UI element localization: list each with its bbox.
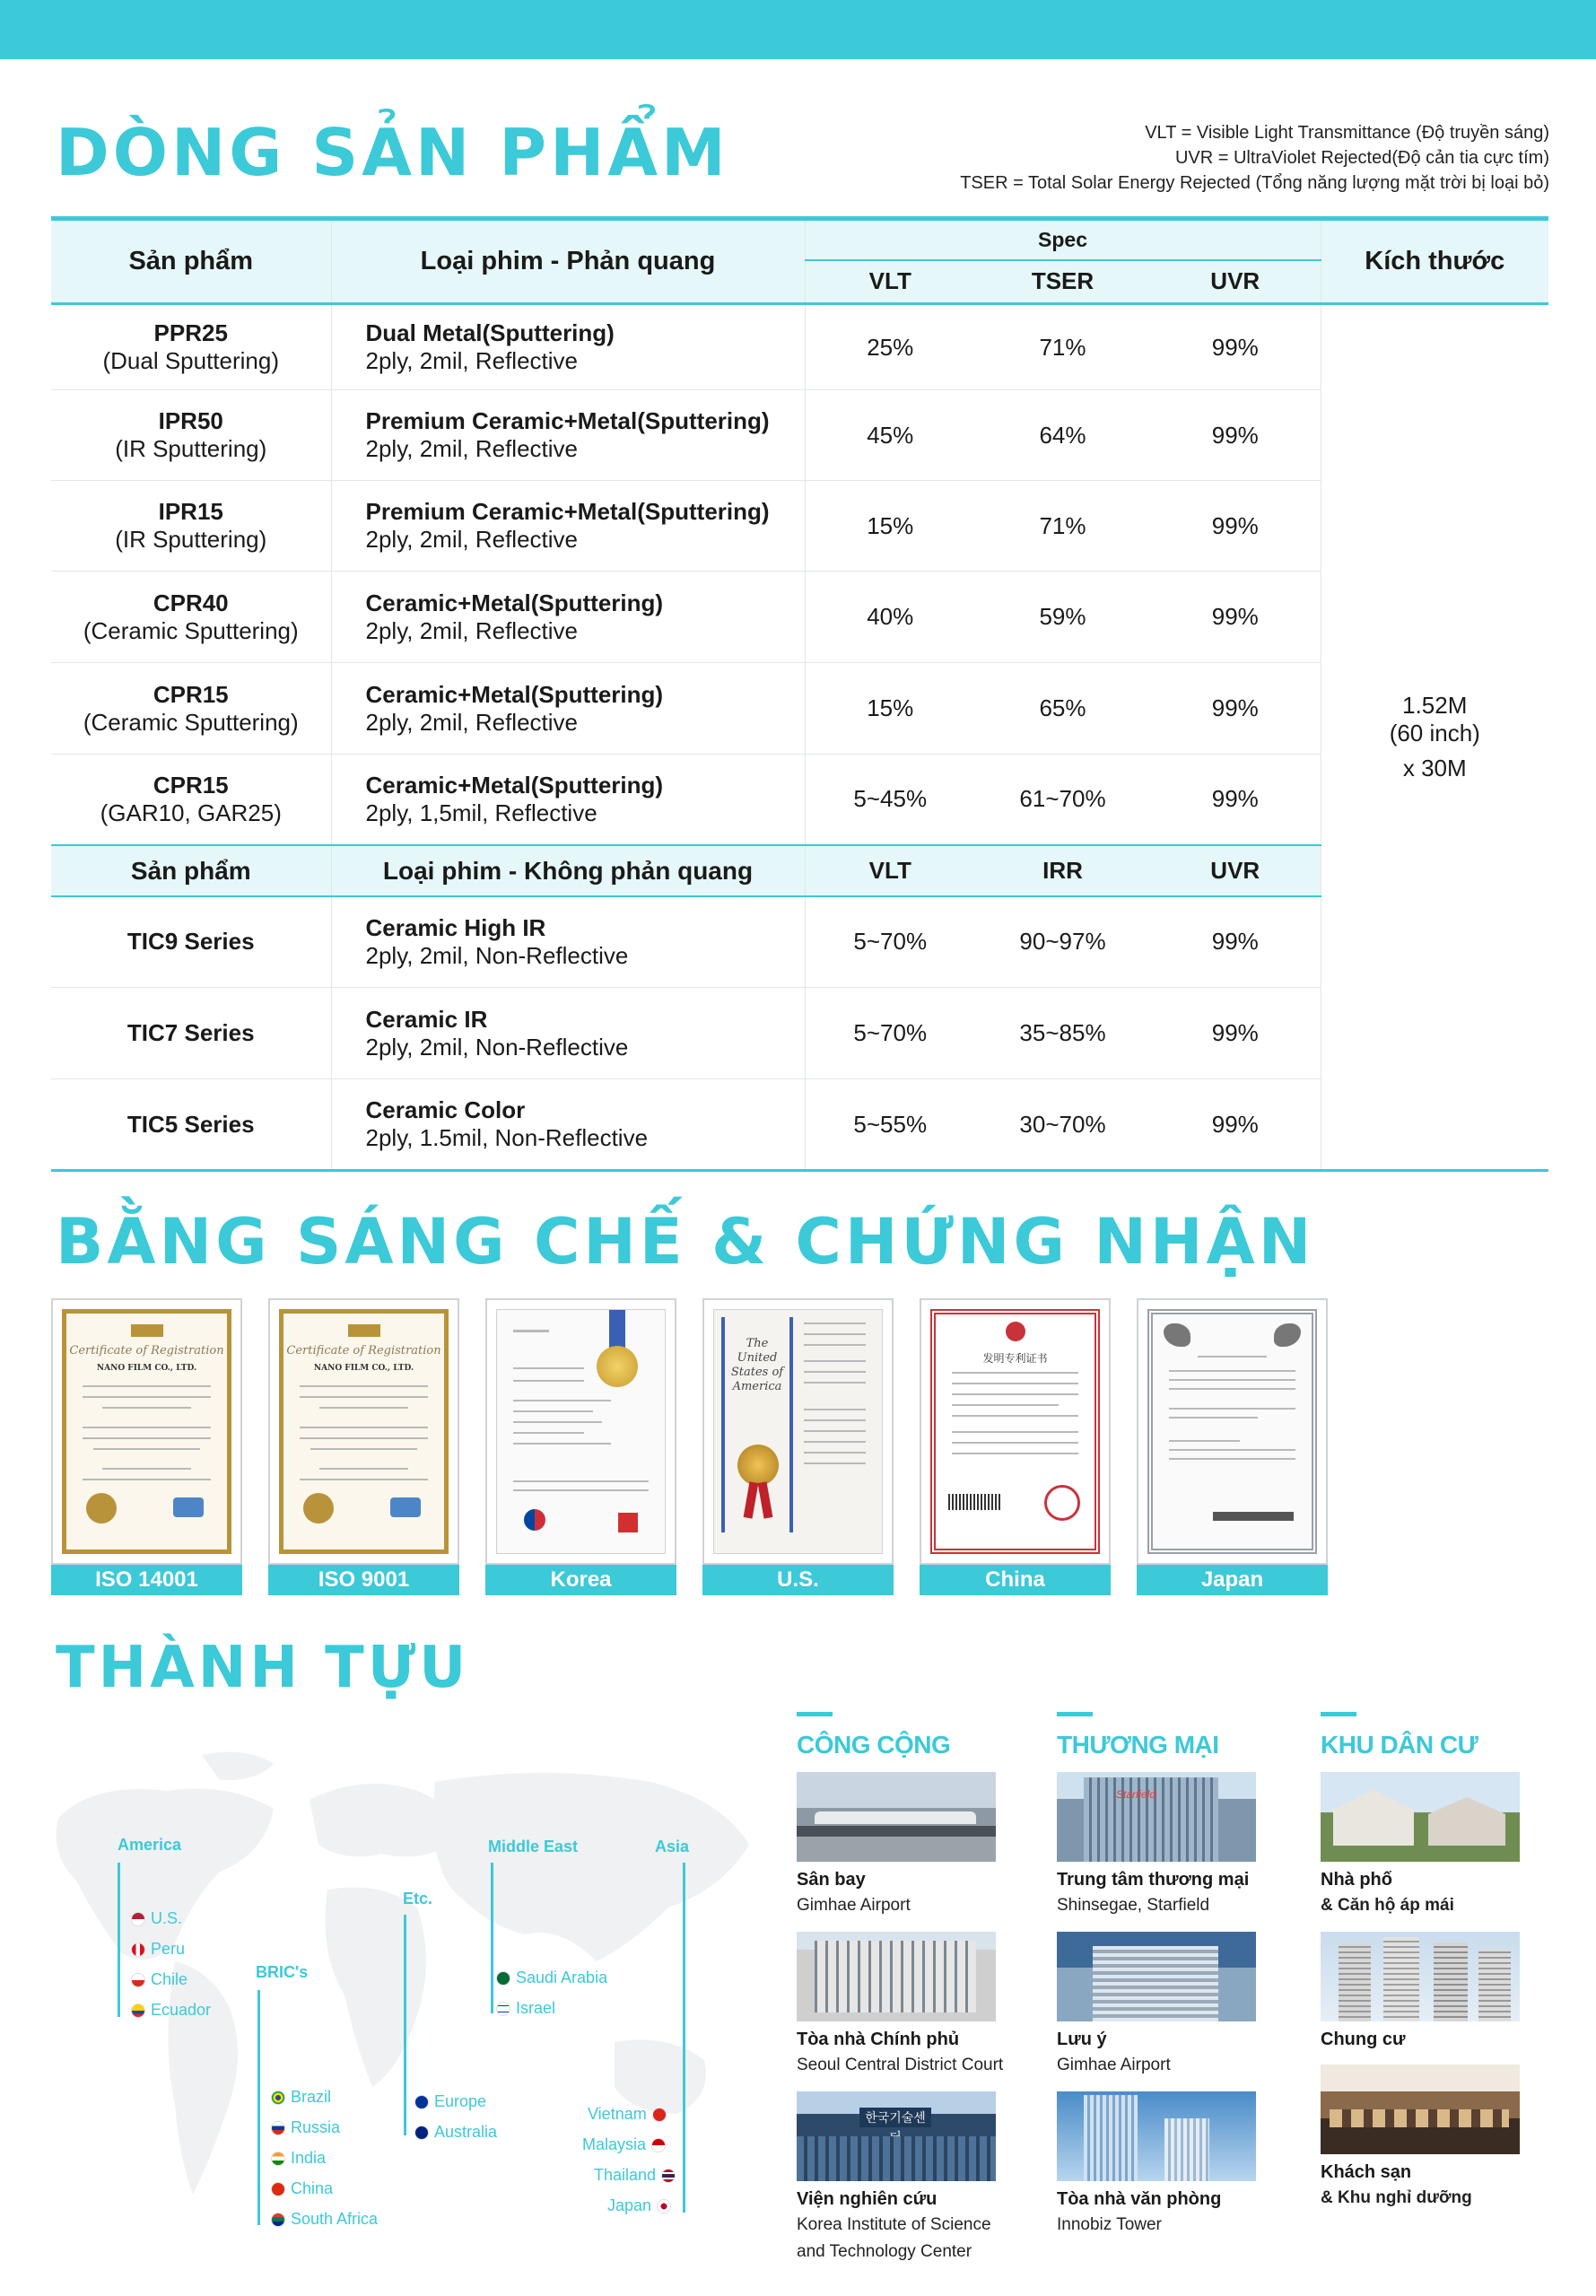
- cert-doc-title: The United States of America: [730, 1337, 784, 1393]
- tser-value: 61~70%: [975, 755, 1150, 845]
- film-type: Ceramic+Metal(Sputtering): [365, 680, 664, 708]
- project-subtitle: & Khu nghỉ dưỡng: [1321, 2188, 1472, 2207]
- cert-japan: [1137, 1298, 1328, 1595]
- project-item: [797, 1932, 1012, 2079]
- country-europe: Europe: [414, 2092, 486, 2111]
- film-type: Ceramic IR: [365, 1005, 488, 1033]
- tser-value: 71%: [975, 481, 1150, 572]
- film-spec: 2ply, 1,5mil, Reflective: [365, 799, 597, 826]
- header-uvr: UVR: [1150, 260, 1321, 304]
- cert-caption: Korea: [485, 1565, 676, 1595]
- country-thailand: Thailand: [594, 2166, 676, 2185]
- column-public: [797, 1712, 1012, 2278]
- region-bar: [257, 1990, 260, 2225]
- uvr-value: 99%: [1150, 988, 1321, 1079]
- film-type: Premium Ceramic+Metal(Sputtering): [365, 498, 770, 525]
- film-spec: 2ply, 2mil, Reflective: [365, 616, 578, 644]
- film-spec: 2ply, 2mil, Non-Reflective: [365, 941, 629, 969]
- country-australia: Australia: [414, 2123, 497, 2142]
- product-sub: (Ceramic Sputtering): [83, 708, 299, 736]
- column-dash: [797, 1712, 833, 1716]
- vlt-value: 5~70%: [805, 988, 975, 1079]
- cert-korea: [485, 1298, 676, 1595]
- film-spec: 2ply, 2mil, Reflective: [365, 435, 578, 462]
- project-title: Chung cư: [1321, 2030, 1406, 2049]
- project-subtitle: Gimhae Airport: [797, 1896, 911, 1915]
- project-item: [1321, 1932, 1536, 2052]
- abbreviation-legend: [960, 120, 1549, 196]
- vlt-value: 15%: [805, 481, 975, 572]
- world-map: [40, 1746, 776, 2248]
- film-type: Premium Ceramic+Metal(Sputtering): [365, 407, 770, 434]
- project-subtitle: Korea Institute of Science and Technology Center: [797, 2215, 991, 2261]
- cert-caption: China: [920, 1565, 1111, 1595]
- region-bar: [118, 1863, 120, 2017]
- header-vlt: VLT: [805, 260, 975, 304]
- hotel-photo: [1321, 2065, 1520, 2154]
- country-japan: Japan: [607, 2196, 671, 2215]
- film-spec: 2ply, 1.5mil, Non-Reflective: [365, 1124, 649, 1151]
- building-sign: 한국기술센: [859, 2108, 931, 2127]
- product-name: IPR50: [158, 407, 223, 434]
- product-table: [51, 216, 1548, 1172]
- achievements-title: THÀNH TỰU: [56, 1635, 470, 1701]
- country-south-africa: South Africa: [271, 2210, 378, 2229]
- uvr-value: 99%: [1150, 304, 1321, 390]
- product-name: CPR15: [153, 771, 229, 799]
- irr-value: 35~85%: [975, 988, 1150, 1079]
- country-vietnam: Vietnam: [588, 2105, 667, 2124]
- project-item: [1057, 2091, 1272, 2239]
- cert-caption: ISO 9001: [268, 1565, 459, 1595]
- film-spec: 2ply, 2mil, Reflective: [365, 347, 578, 374]
- product-name: IPR15: [158, 498, 223, 525]
- vlt-value: 25%: [805, 304, 975, 390]
- project-item: [1057, 1772, 1272, 1919]
- header-spec: Spec: [805, 219, 1321, 260]
- film-type: Dual Metal(Sputtering): [365, 319, 615, 346]
- cert-image: [268, 1298, 459, 1565]
- region-bar: [683, 1863, 685, 2213]
- product-sub: (Ceramic Sputtering): [83, 616, 299, 644]
- region-bar: [491, 1863, 493, 2013]
- project-item: [797, 2091, 1012, 2265]
- apartment-photo: [1321, 1932, 1520, 2021]
- project-item: [1057, 1932, 1272, 2079]
- office-tower-photo: [1057, 2091, 1256, 2181]
- mall-photo: [1057, 1772, 1256, 1862]
- top-accent-bar: [0, 0, 1596, 59]
- product-sub: (IR Sputtering): [115, 435, 267, 462]
- uvr-value: 99%: [1150, 1079, 1321, 1171]
- film-type: Ceramic+Metal(Sputtering): [365, 589, 664, 616]
- project-subtitle: & Căn hộ áp mái: [1321, 1896, 1454, 1915]
- size-length: x 30M: [1402, 755, 1467, 781]
- office-airport-photo: [1057, 1932, 1256, 2021]
- size-cell: [1321, 304, 1548, 1171]
- film-type: Ceramic+Metal(Sputtering): [365, 771, 664, 799]
- project-subtitle: Gimhae Airport: [1057, 2056, 1171, 2074]
- region-asia: Asia: [655, 1838, 690, 1855]
- film-spec: 2ply, 2mil, Reflective: [365, 708, 578, 736]
- region-brics: BRIC's: [256, 1963, 309, 1981]
- cert-image: [485, 1298, 676, 1565]
- uvr-value: 99%: [1150, 481, 1321, 572]
- irr-value: 90~97%: [975, 896, 1150, 988]
- cert-image: [702, 1298, 894, 1565]
- country-ecuador: Ecuador: [131, 2001, 211, 2020]
- project-title: Viện nghiên cứu: [797, 2189, 938, 2209]
- film-spec: 2ply, 2mil, Non-Reflective: [365, 1033, 629, 1061]
- cert-china: [920, 1298, 1111, 1595]
- column-commercial: [1057, 1712, 1272, 2251]
- project-title: Trung tâm thương mại: [1057, 1870, 1250, 1890]
- header-product: Sản phẩm: [51, 219, 331, 304]
- products-title: DÒNG SẢN PHẨM: [56, 115, 729, 190]
- project-item: [1321, 1772, 1536, 1919]
- country-russia: Russia: [271, 2118, 340, 2137]
- subheader-film-type: Loại phim - Không phản quang: [331, 845, 805, 896]
- subheader-vlt: VLT: [805, 845, 975, 896]
- film-type: Ceramic High IR: [365, 913, 546, 941]
- country-israel: Israel: [496, 1999, 555, 2018]
- project-item: [797, 1772, 1012, 1919]
- column-title: KHU DÂN CƯ: [1321, 1731, 1478, 1759]
- uvr-value: 99%: [1150, 572, 1321, 663]
- vlt-value: 5~55%: [805, 1079, 975, 1171]
- header-size: Kích thước: [1321, 219, 1548, 304]
- header-film-type: Loại phim - Phản quang: [331, 219, 805, 304]
- tser-value: 71%: [975, 304, 1150, 390]
- country-saudi-arabia: Saudi Arabia: [496, 1969, 607, 1987]
- film-type: Ceramic Color: [365, 1096, 526, 1123]
- product-sub: (Dual Sputtering): [102, 347, 280, 374]
- cert-company: NANO FILM CO., LTD.: [313, 1364, 414, 1373]
- project-title: Khách sạn: [1321, 2162, 1412, 2182]
- country-chile: Chile: [131, 1970, 188, 1989]
- product-name: TIC5 Series: [51, 1079, 331, 1171]
- country-malaysia: Malaysia: [582, 2135, 666, 2154]
- uvr-value: 99%: [1150, 755, 1321, 845]
- cert-image: [920, 1298, 1111, 1565]
- research-institute-photo: [797, 2091, 996, 2181]
- region-america: America: [118, 1836, 182, 1854]
- size-inch: (60 inch): [1389, 720, 1480, 746]
- vlt-value: 5~70%: [805, 896, 975, 988]
- region-bar: [404, 1915, 406, 2135]
- cert-iso9001: [268, 1298, 459, 1595]
- cert-us: [702, 1298, 894, 1595]
- project-title: Tòa nhà văn phòng: [1057, 2189, 1222, 2209]
- project-item: [1321, 2065, 1536, 2212]
- project-title: Tòa nhà Chính phủ: [797, 2030, 960, 2049]
- country-us: U.S.: [131, 1909, 182, 1928]
- header-tser: TSER: [975, 260, 1150, 304]
- product-name: CPR15: [153, 680, 229, 708]
- table-row: [51, 304, 1548, 390]
- court-photo: [797, 1932, 996, 2021]
- legend-uvr: UVR = UltraViolet Rejected(Độ cản tia cực tím): [1174, 148, 1549, 168]
- project-title: Sân bay: [797, 1870, 866, 1890]
- subheader-product: Sản phẩm: [51, 845, 331, 896]
- tser-value: 65%: [975, 663, 1150, 755]
- cert-caption: Japan: [1137, 1565, 1328, 1595]
- vlt-value: 40%: [805, 572, 975, 663]
- vlt-value: 5~45%: [805, 755, 975, 845]
- cert-image: [51, 1298, 242, 1565]
- project-title: Lưu ý: [1057, 2030, 1107, 2049]
- building-sign: Starfield: [1116, 1788, 1156, 1801]
- legend-vlt: VLT = Visible Light Transmittance (Độ truyền sáng): [1145, 123, 1549, 143]
- product-name: PPR25: [153, 319, 228, 346]
- certs-title: BẰNG SÁNG CHẾ & CHỨNG NHẬN: [56, 1205, 1315, 1279]
- legend-tser: TSER = Total Solar Energy Rejected (Tổng năng lượng mặt trời bị loại bỏ): [960, 173, 1549, 193]
- cert-caption: ISO 14001: [51, 1565, 242, 1595]
- column-residential: [1321, 1712, 1536, 2224]
- project-subtitle: Shinsegae, Starfield: [1057, 1896, 1210, 1915]
- cert-doc-title: 发明专利证书: [982, 1352, 1048, 1365]
- column-title: THƯƠNG MẠI: [1057, 1731, 1219, 1759]
- vlt-value: 45%: [805, 390, 975, 481]
- cert-company: NANO FILM CO., LTD.: [96, 1364, 197, 1373]
- column-dash: [1057, 1712, 1093, 1716]
- uvr-value: 99%: [1150, 663, 1321, 755]
- tser-value: 64%: [975, 390, 1150, 481]
- airport-photo: [797, 1772, 996, 1862]
- project-subtitle: Innobiz Tower: [1057, 2215, 1162, 2234]
- product-name: TIC9 Series: [51, 896, 331, 988]
- country-brazil: Brazil: [271, 2088, 331, 2107]
- subheader-uvr: UVR: [1150, 845, 1321, 896]
- certificate-gallery: [51, 1298, 1328, 1595]
- project-title: Nhà phố: [1321, 1870, 1392, 1890]
- townhouse-photo: [1321, 1772, 1520, 1862]
- tser-value: 59%: [975, 572, 1150, 663]
- subheader-irr: IRR: [975, 845, 1150, 896]
- size-width: 1.52M: [1402, 692, 1468, 719]
- product-name: TIC7 Series: [51, 988, 331, 1079]
- project-subtitle: Seoul Central District Court: [797, 2056, 1004, 2074]
- country-peru: Peru: [131, 1940, 185, 1959]
- product-sub: (IR Sputtering): [115, 526, 267, 553]
- cert-caption: U.S.: [702, 1565, 894, 1595]
- column-title: CÔNG CỘNG: [797, 1731, 951, 1759]
- product-name: CPR40: [153, 589, 229, 616]
- product-sub: (GAR10, GAR25): [100, 799, 282, 826]
- cert-iso14001: [51, 1298, 242, 1595]
- irr-value: 30~70%: [975, 1079, 1150, 1171]
- cert-image: [1137, 1298, 1328, 1565]
- region-middle-east: Middle East: [488, 1838, 579, 1855]
- vlt-value: 15%: [805, 663, 975, 755]
- cert-doc-title: Certificate of Registration: [286, 1344, 441, 1358]
- region-etc: Etc.: [403, 1890, 433, 1908]
- film-spec: 2ply, 2mil, Reflective: [365, 526, 578, 553]
- uvr-value: 99%: [1150, 390, 1321, 481]
- country-china: China: [271, 2179, 333, 2198]
- uvr-value: 99%: [1150, 896, 1321, 988]
- country-india: India: [271, 2149, 326, 2168]
- column-dash: [1321, 1712, 1356, 1716]
- cert-doc-title: Certificate of Registration: [69, 1344, 224, 1358]
